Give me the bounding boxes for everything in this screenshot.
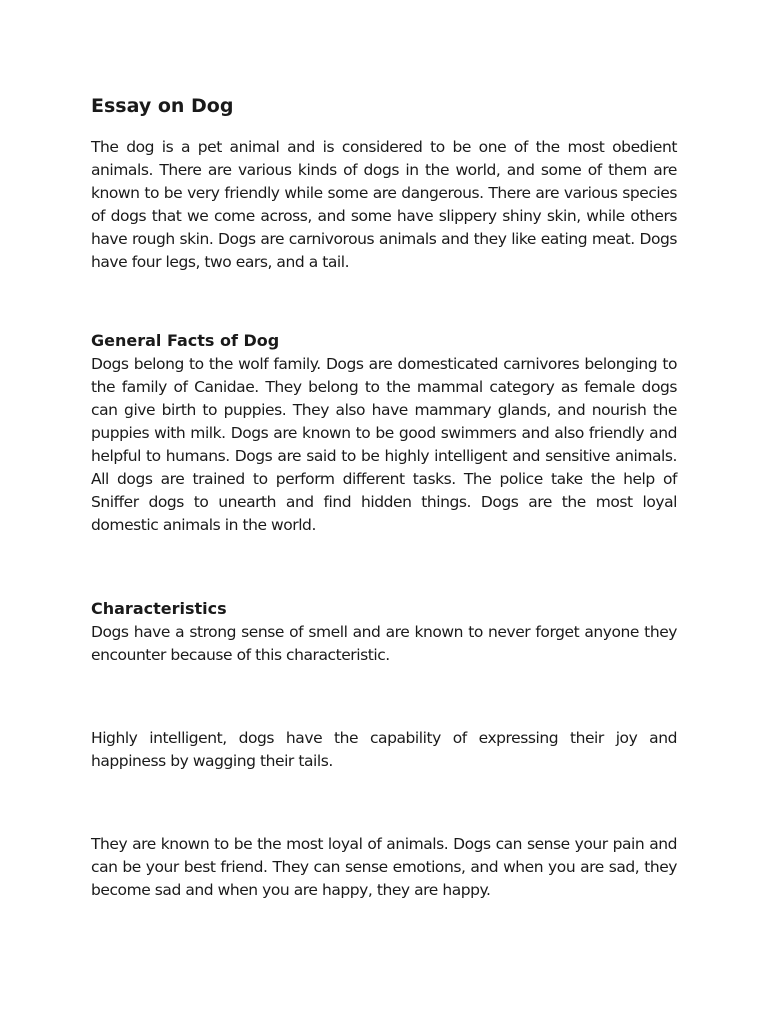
general-facts-paragraph: Dogs belong to the wolf family. Dogs are domesticated carnivores belonging to the family of Canidae. They belong to the mammal category as female dogs can give birth to puppies. They also have mammary glands, and nourish the puppies with milk. Dogs are known to be good swimmers and also friendly and helpful to humans. Dogs are said to be highly intelligent and sensitive animals. All dogs are trained to perform different tasks. The police take the help of Sniffer dogs to unearth and find hidden things. Dogs are the most loyal domestic animals in the world.	[91, 355, 677, 534]
characteristics-paragraph-3: They are known to be the most loyal of animals. Dogs can sense your pain and can be your best friend. They can sense emotions, and when you are sad, they become sad and when you are happy, they are happy.	[91, 835, 677, 899]
essay-title: Essay on Dog	[91, 95, 234, 117]
general-facts-heading: General Facts of Dog	[91, 331, 280, 350]
intro-paragraph: The dog is a pet animal and is considered to be one of the most obedient animals. There are various kinds of dogs in the world, and some of them are known to be very friendly while some are dangerous. There are various species of dogs that we come across, and some have slippery shiny skin, while others have rough skin. Dogs are carnivorous animals and they like eating meat. Dogs have four legs, two ears, and a tail.	[91, 138, 677, 271]
characteristics-heading: Characteristics	[91, 599, 227, 618]
characteristics-paragraph-1: Dogs have a strong sense of smell and are known to never forget anyone they encounter because of this characteristic.	[91, 623, 677, 664]
characteristics-paragraph-2: Highly intelligent, dogs have the capability of expressing their joy and happiness by wagging their tails.	[91, 729, 677, 770]
